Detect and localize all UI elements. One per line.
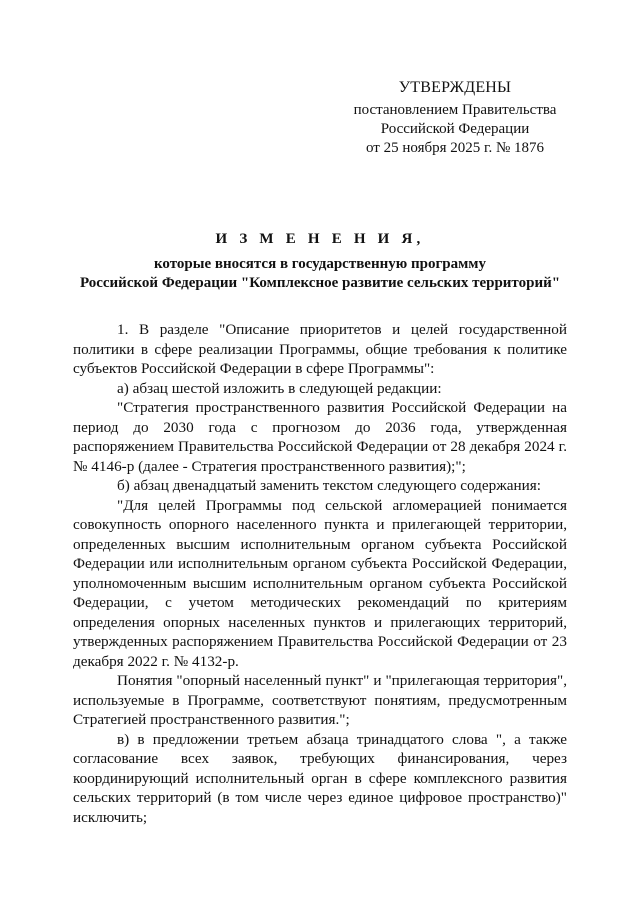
approval-title: УТВЕРЖДЕНЫ <box>398 79 512 96</box>
document-body <box>73 320 567 827</box>
approval-line-3: от 25 ноября 2025 г. № 1876 <box>365 140 545 156</box>
paragraph-1: 1. В разделе "Описание приоритетов и целей государственной политики в сфере реализации Программы, общие требования к политике субъектов Российской Федерации в сфере Программы": <box>73 321 567 377</box>
approval-stamp <box>340 78 570 158</box>
heading-line-2: Российской Федерации "Комплексное развитие сельских территорий" <box>79 275 561 291</box>
paragraph-4: б) абзац двенадцатый заменить текстом следующего содержания: <box>117 477 541 494</box>
approval-line-1: постановлением Правительства <box>353 102 557 118</box>
paragraph-5: "Для целей Программы под сельской агломерацией понимается совокупность опорного населенного пункта и прилегающей территории, определенных высшим исполнительным органом субъекта Российской Федерации или исполнительным органом субъекта Российской Федерации, уполномоченным высшим исполнительным органом субъекта Российской Федерации, с учетом методических рекомендаций по критериям определения опорных населенных пунктов и прилегающих территорий, утвержденных распоряжением Правительства Российской Федерации от 23 декабря 2022 г. № 4132-р. <box>73 496 567 670</box>
paragraph-6: Понятия "опорный населенный пункт" и "прилегающая территория", используемые в Программе, соответствуют понятиям, предусмотренным Стратегией пространственного развития."; <box>73 672 567 728</box>
paragraph-2: а) абзац шестой изложить в следующей редакции: <box>117 379 442 397</box>
heading-word: И З М Е Н Е Н И Я, <box>215 231 425 247</box>
document-heading <box>60 230 580 293</box>
paragraph-3: "Стратегия пространственного развития Российской Федерации на период до 2030 года с прогнозом до 2036 года, утвержденная распоряжением Правительства Российской Федерации от 28 декабря 2024 г. № 4146-р (далее - Стратегия пространственного развития);"; <box>73 399 567 475</box>
approval-line-2: Российской Федерации <box>380 121 530 137</box>
heading-line-1: которые вносятся в государственную программу <box>153 256 487 272</box>
paragraph-7: в) в предложении третьем абзаца тринадцатого слова ", а также согласование всех заявок, требующих финансирования, через координирующий исполнительный орган в сфере комплексного развития сельских территорий (в том числе через единое цифровое пространство)" исключить; <box>73 730 567 826</box>
